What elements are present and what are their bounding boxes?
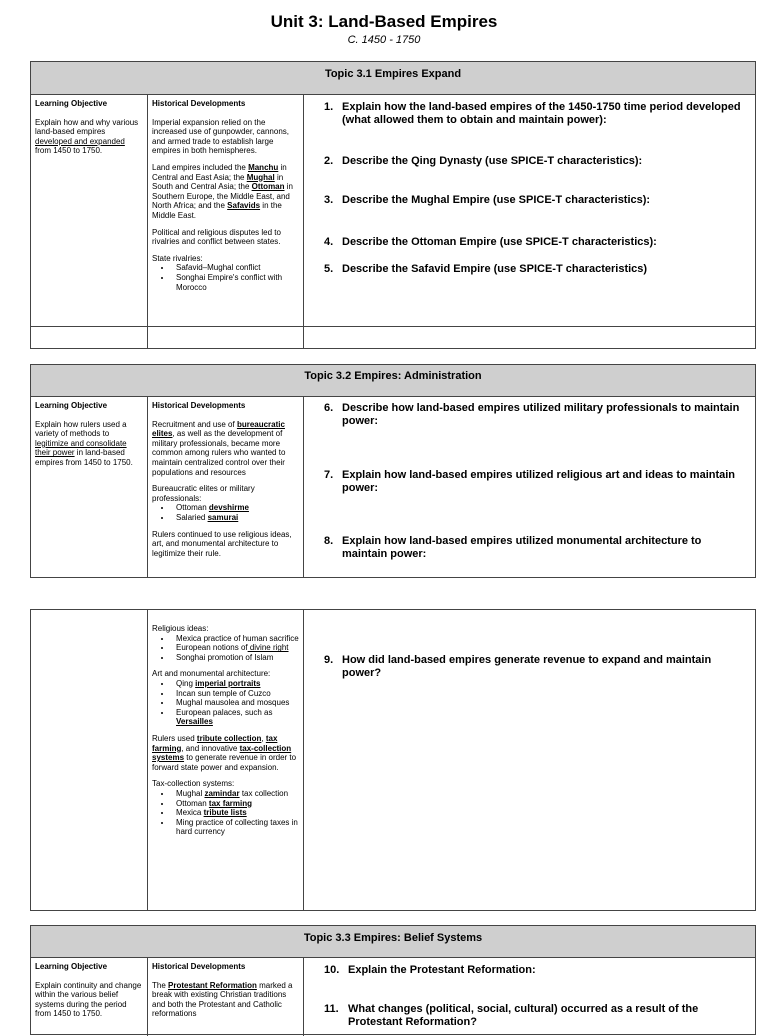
hd-paragraph: Rulers continued to use religious ideas, art, and monumental architecture to legitimize their rule. bbox=[152, 529, 292, 558]
learning-objective-text: Explain how and why various land-based empires developed and expanded from 1450 to 1750. bbox=[35, 117, 139, 156]
list-item: • Salaried samurai bbox=[172, 513, 299, 523]
list-item: • Songhai promotion of Islam bbox=[172, 653, 299, 663]
topic-3-2-table bbox=[30, 364, 756, 578]
list-item: • Safavid–Mughal conflict bbox=[172, 263, 299, 273]
historical-developments-cell bbox=[148, 610, 304, 910]
hd-paragraph: State rivalries: bbox=[152, 253, 203, 263]
topic-heading: Topic 3.3 Empires: Belief Systems bbox=[31, 926, 755, 958]
historical-developments-cell bbox=[148, 95, 304, 326]
question: 4. Describe the Ottoman Empire (use SPICE-T characteristics): bbox=[324, 236, 657, 248]
empty-cell bbox=[31, 327, 148, 348]
topic-3-2-continued-table bbox=[30, 609, 756, 911]
topic-heading: Topic 3.1 Empires Expand bbox=[31, 62, 755, 95]
question: 6. Describe how land-based empires utilized military professionals to maintain power: bbox=[324, 402, 740, 427]
historical-developments-label: Historical Developments bbox=[152, 401, 246, 410]
learning-objective-cell bbox=[31, 958, 148, 1036]
empty-cell bbox=[148, 327, 304, 348]
questions-cell bbox=[304, 397, 755, 577]
list-item: • Mughal zamindar tax collection bbox=[172, 789, 299, 799]
question: 5. Describe the Safavid Empire (use SPICE-T characteristics) bbox=[324, 263, 648, 275]
question: 11. What changes (political, social, cultural) occurred as a result of the Protestant Reformation? bbox=[324, 1003, 699, 1028]
question: 1. Explain how the land-based empires of the 1450-1750 time period developed (what allowed them to obtain and maintain power): bbox=[324, 101, 741, 126]
hd-paragraph: Rulers used tribute collection, tax farming, and innovative tax-collection systems to generate revenue in order to forward state power and expansion. bbox=[152, 733, 297, 772]
list-item: • European palaces, such as Versailles bbox=[172, 708, 299, 727]
bullet-list bbox=[152, 503, 299, 522]
hd-paragraph: Recruitment and use of bureaucratic elites, as well as the development of military professionals, became more common among rulers who wanted to maintain centralized control over their populations and resources bbox=[152, 419, 286, 477]
topic-3-1-table bbox=[30, 61, 756, 349]
list-item: • Qing imperial portraits bbox=[172, 679, 299, 689]
empty-cell bbox=[31, 610, 148, 910]
bullet-list bbox=[152, 679, 299, 727]
question: 3. Describe the Mughal Empire (use SPICE-T characteristics): bbox=[324, 194, 651, 206]
question: 10. Explain the Protestant Reformation: bbox=[324, 964, 536, 976]
learning-objective-label: Learning Objective bbox=[35, 401, 108, 410]
question: 2. Describe the Qing Dynasty (use SPICE-T characteristics): bbox=[324, 155, 643, 167]
list-item: • Mexica practice of human sacrifice bbox=[172, 634, 299, 644]
empty-row bbox=[31, 326, 755, 348]
page-subtitle: C. 1450 - 1750 bbox=[347, 34, 421, 46]
list-item: • Songhai Empire's conflict with Morocco bbox=[172, 273, 299, 292]
learning-objective-label: Learning Objective bbox=[35, 962, 108, 971]
questions-cell bbox=[304, 610, 755, 910]
hd-paragraph: The Protestant Reformation marked a break with existing Christian traditions and both the Protestant and Catholic reformations bbox=[152, 980, 293, 1019]
list-item: • European notions of divine right bbox=[172, 643, 299, 653]
question: 9. How did land-based empires generate revenue to expand and maintain power? bbox=[324, 654, 712, 679]
historical-developments-label: Historical Developments bbox=[152, 99, 246, 108]
learning-objective-cell bbox=[31, 95, 148, 326]
learning-objective-text: Explain how rulers used a variety of methods to legitimize and consolidate their power in land-based empires from 1450 to 1750. bbox=[35, 419, 133, 467]
bullet-list bbox=[152, 634, 299, 663]
bullet-list bbox=[152, 263, 299, 292]
topic-3-3-table bbox=[30, 925, 756, 1035]
historical-developments-cell bbox=[148, 397, 304, 577]
questions-cell bbox=[304, 95, 755, 326]
list-item: • Ottoman devshirme bbox=[172, 503, 299, 513]
learning-objective-text: Explain continuity and change within the various belief systems during the period from 1450 to 1750. bbox=[35, 980, 142, 1019]
empty-cell bbox=[304, 327, 755, 348]
hd-paragraph: Art and monumental architecture: bbox=[152, 669, 271, 679]
list-item: • Mexica tribute lists bbox=[172, 808, 299, 818]
bullet-list bbox=[152, 789, 299, 837]
list-item: • Mughal mausolea and mosques bbox=[172, 698, 299, 708]
list-item: • Ming practice of collecting taxes in hard currency bbox=[172, 818, 299, 837]
learning-objective-cell bbox=[31, 397, 148, 577]
hd-paragraph: Land empires included the Manchu in Central and East Asia; the Mughal in South and Central Asia; the Ottoman in Southern Europe, the Middle East, and North Africa; and the Safavids in the Middle East. bbox=[152, 162, 293, 220]
page-title: Unit 3: Land-Based Empires bbox=[270, 12, 498, 31]
hd-paragraph: Imperial expansion relied on the increased use of gunpowder, cannons, and armed trade to establish large empires in both hemispheres. bbox=[152, 117, 289, 156]
list-item: • Incan sun temple of Cuzco bbox=[172, 689, 299, 699]
questions-cell bbox=[304, 958, 755, 1036]
historical-developments-label: Historical Developments bbox=[152, 962, 246, 971]
hd-paragraph: Religious ideas: bbox=[152, 624, 209, 633]
hd-paragraph: Tax-collection systems: bbox=[152, 779, 235, 789]
learning-objective-label: Learning Objective bbox=[35, 99, 108, 108]
topic-heading: Topic 3.2 Empires: Administration bbox=[31, 365, 755, 397]
question: 7. Explain how land-based empires utilized religious art and ideas to maintain power: bbox=[324, 469, 736, 494]
hd-paragraph: Political and religious disputes led to rivalries and conflict between states. bbox=[152, 227, 281, 247]
historical-developments-cell bbox=[148, 958, 304, 1036]
list-item: • Ottoman tax farming bbox=[172, 799, 299, 809]
question: 8. Explain how land-based empires utilized monumental architecture to maintain power: bbox=[324, 535, 702, 560]
hd-paragraph: Bureaucratic elites or military professionals: bbox=[152, 484, 255, 503]
